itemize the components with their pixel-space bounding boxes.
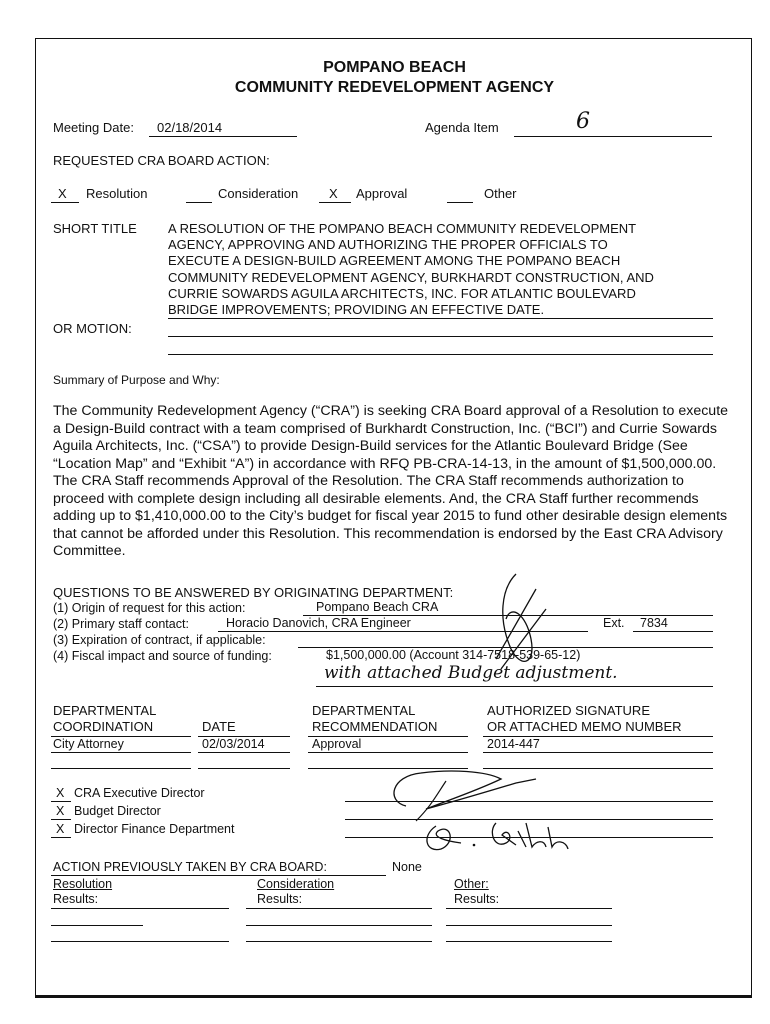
meeting-date-value: 02/18/2014 [157, 120, 223, 135]
coord-col-signature-header: AUTHORIZED SIGNATURE OR ATTACHED MEMO NUMBER [487, 703, 682, 734]
short-title-text: A RESOLUTION OF THE POMPANO BEACH COMMUNITY REDEVELOPMENT AGENCY, APPROVING AND AUTHORIZING THE PROPER OFFICIALS TO EXECUTE A DESIGN-BUILD AGREEMENT AMONG THE POMPANO BEACH COMMUNITY REDEVELOPMENT AGENCY, BURKHARDT CONSTRUCTION, AND CURRIE SOWARDS AGUILA ARCHITECTS, INC. FOR ATLANTIC BOULEVARD BRIDGE IMPROVEMENTS; PROVIDING AN EFFECTIVE DATE. [168, 221, 654, 318]
q2-label: (2) Primary staff contact: [53, 617, 189, 631]
q1-value: Pompano Beach CRA [316, 600, 439, 614]
agenda-item-value: 6 [576, 109, 590, 134]
action-taken-label: ACTION PREVIOUSLY TAKEN BY CRA BOARD: [53, 860, 327, 874]
director-label-finance: Director Finance Department [74, 822, 235, 836]
coord-row-rec: Approval [312, 737, 362, 751]
action-col-consideration-results: Results: [257, 892, 303, 906]
other-option-label: Other [484, 186, 517, 201]
meeting-date-label: Meeting Date: [53, 120, 134, 135]
resolution-option-label: Resolution [86, 186, 148, 201]
handwritten-scribble-mark [476, 569, 556, 679]
q2-ext-value: 7834 [640, 616, 668, 630]
action-col-resolution-results: Results: [53, 892, 99, 906]
questions-heading: QUESTIONS TO BE ANSWERED BY ORIGINATING DEPARTMENT: [53, 585, 454, 600]
q4-value: $1,500,000.00 (Account 314-7518-539-65-12) [326, 648, 581, 662]
requested-action-label: REQUESTED CRA BOARD ACTION: [53, 153, 270, 168]
org-name-line1: POMPANO BEACH [323, 59, 466, 76]
action-taken-value: None [392, 860, 422, 874]
short-title-label: SHORT TITLE [53, 221, 137, 236]
action-col-other-results: Results: [454, 892, 500, 906]
q3-label: (3) Expiration of contract, if applicable: [53, 633, 266, 647]
action-col-other: Other: [454, 877, 489, 891]
director-mark-2: X [56, 804, 65, 818]
director-label-cra: CRA Executive Director [74, 786, 205, 800]
q2-value: Horacio Danovich, CRA Engineer [226, 616, 411, 630]
approval-mark: X [329, 186, 338, 201]
agenda-item-label: Agenda Item [425, 120, 499, 135]
action-col-consideration: Consideration [257, 877, 335, 891]
or-motion-label: OR MOTION: [53, 321, 132, 336]
summary-body: The Community Redevelopment Agency (“CRA”) is seeking CRA Board approval of a Resolution to execute a Design-Build contract with a team comprised of Burkhardt Construction, Inc. (“BCI”) and Currie Sowards Aguila Architects, Inc. (“CSA”) to provide Design-Build services for the Atlantic Boulevard Bridge (See “Location Map” and “Exhibit “A”) in accordance with RFQ PB-CRA-14-13, in the amount of $1,500,000.00. The CRA Staff recommends Approval of the Resolution. The CRA Staff recommends authorization to proceed with complete design including all desirable elements. And, the CRA Staff further recommends adding up to $1,410,000.00 to the City’s budget for fiscal year 2015 to fund other desirable design elements that cannot be afforded under this Resolution. This recommendation is endorsed by the East CRA Advisory Committee. [53, 403, 729, 559]
q4-handwritten-note: with attached Budget adjustment. [324, 663, 618, 683]
consideration-option-label: Consideration [218, 186, 299, 201]
director-mark-3: X [56, 822, 65, 836]
q1-label: (1) Origin of request for this action: [53, 601, 246, 615]
coord-col-rec-header: DEPARTMENTAL RECOMMENDATION [312, 703, 438, 734]
coord-row-dept: City Attorney [53, 737, 124, 751]
q2-ext-label: Ext. [603, 616, 625, 630]
director-label-budget: Budget Director [74, 804, 161, 818]
resolution-mark: X [58, 186, 67, 201]
coord-col-dept-header: DEPARTMENTAL COORDINATION [53, 703, 157, 734]
signature-scribbles [376, 761, 576, 856]
coord-row-date: 02/03/2014 [202, 737, 265, 751]
coord-col-date-header: DATE [202, 719, 236, 734]
coord-row-memo: 2014-447 [487, 737, 540, 751]
form-frame [35, 38, 752, 998]
action-col-resolution: Resolution [53, 877, 113, 891]
q4-label: (4) Fiscal impact and source of funding: [53, 649, 272, 663]
summary-label: Summary of Purpose and Why: [53, 373, 220, 387]
director-mark-1: X [56, 786, 65, 800]
approval-option-label: Approval [356, 186, 408, 201]
org-name-line2: COMMUNITY REDEVELOPMENT AGENCY [234, 79, 555, 96]
